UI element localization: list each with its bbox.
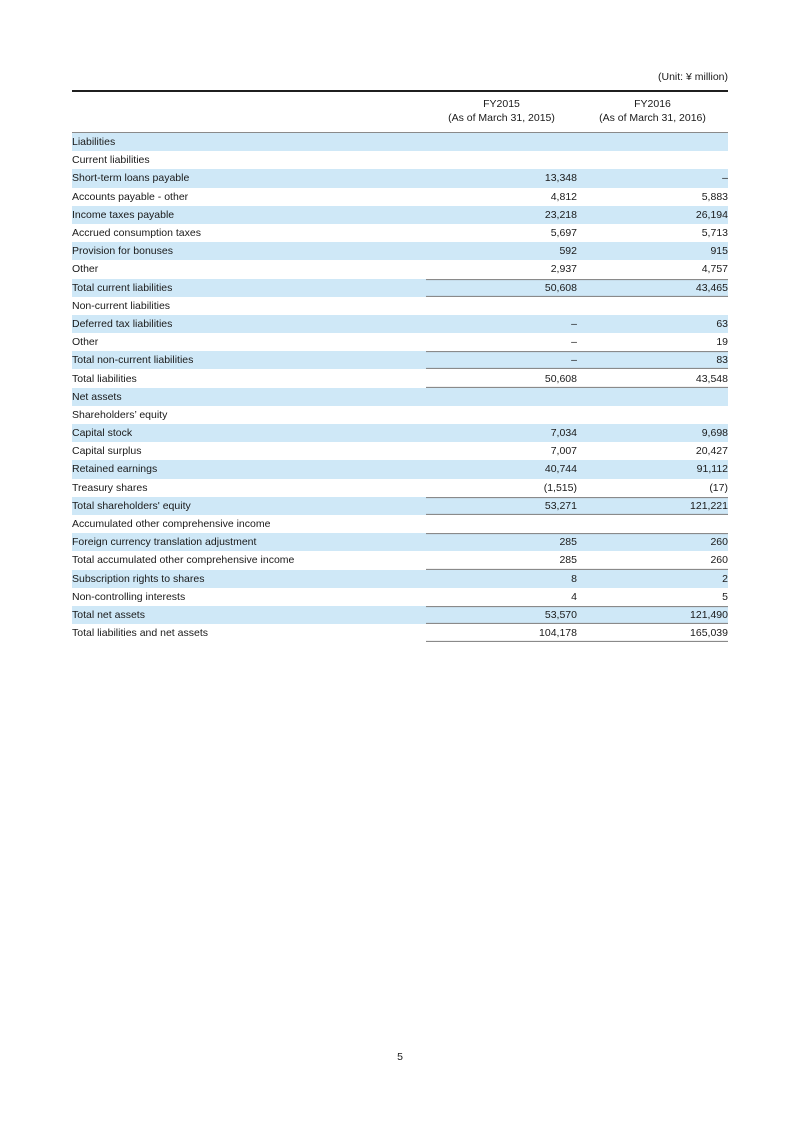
fy2016-as-of-date: (As of March 31, 2016)	[599, 111, 706, 124]
row-value-fy2015: 50,608	[426, 279, 577, 297]
row-value-fy2016: 260	[577, 533, 728, 551]
row-value-fy2016	[577, 388, 728, 406]
table-header	[72, 91, 728, 133]
row-value-fy2016: 121,221	[577, 497, 728, 515]
row-value-fy2015	[426, 515, 577, 533]
row-value-fy2015: 104,178	[426, 624, 577, 642]
table-row	[72, 369, 728, 387]
row-value-fy2016: 2	[577, 570, 728, 588]
row-value-fy2015: 8	[426, 570, 577, 588]
fy2016-label: FY2016	[634, 98, 671, 110]
row-value-fy2015: 23,218	[426, 206, 577, 224]
table-row	[72, 315, 728, 333]
row-value-fy2016: 9,698	[577, 424, 728, 442]
row-value-fy2016: 63	[577, 315, 728, 333]
table-row	[72, 279, 728, 297]
row-value-fy2016	[577, 515, 728, 533]
row-value-fy2015: –	[426, 315, 577, 333]
row-label: Accrued consumption taxes	[72, 224, 426, 242]
table-row	[72, 206, 728, 224]
column-header-label	[72, 91, 426, 132]
row-value-fy2015: 40,744	[426, 460, 577, 478]
row-label: Treasury shares	[72, 479, 426, 497]
table-row	[72, 497, 728, 515]
row-value-fy2016	[577, 297, 728, 315]
row-label: Total liabilities	[72, 369, 426, 387]
row-value-fy2016: (17)	[577, 479, 728, 497]
row-value-fy2015: –	[426, 351, 577, 369]
row-value-fy2015: 5,697	[426, 224, 577, 242]
fy2015-label: FY2015	[483, 98, 520, 110]
table-row	[72, 224, 728, 242]
row-label: Total accumulated other comprehensive income	[72, 551, 426, 569]
row-label: Other	[72, 333, 426, 351]
row-value-fy2015: 2,937	[426, 260, 577, 278]
table-row	[72, 242, 728, 260]
row-label: Provision for bonuses	[72, 242, 426, 260]
table-body	[72, 133, 728, 643]
row-value-fy2016: 91,112	[577, 460, 728, 478]
row-label: Total non-current liabilities	[72, 351, 426, 369]
row-value-fy2016	[577, 151, 728, 169]
balance-sheet-table	[72, 90, 728, 642]
table-row	[72, 570, 728, 588]
table-row	[72, 460, 728, 478]
row-value-fy2016: 5	[577, 588, 728, 606]
row-label: Capital stock	[72, 424, 426, 442]
table-row	[72, 551, 728, 569]
table-row	[72, 424, 728, 442]
row-value-fy2015	[426, 388, 577, 406]
row-value-fy2016: 4,757	[577, 260, 728, 278]
row-value-fy2016: 5,713	[577, 224, 728, 242]
unit-note: (Unit: ¥ million)	[657, 71, 728, 83]
table-row	[72, 533, 728, 551]
table-row	[72, 588, 728, 606]
row-value-fy2015: 7,034	[426, 424, 577, 442]
row-value-fy2015: 592	[426, 242, 577, 260]
table-row	[72, 169, 728, 187]
table-row	[72, 515, 728, 533]
row-label: Foreign currency translation adjustment	[72, 533, 426, 551]
row-value-fy2015: 4	[426, 588, 577, 606]
row-value-fy2015: 13,348	[426, 169, 577, 187]
table-row	[72, 260, 728, 278]
column-header-fy2015	[426, 91, 577, 132]
row-value-fy2016: 43,465	[577, 279, 728, 297]
row-value-fy2015	[426, 297, 577, 315]
row-value-fy2016	[577, 406, 728, 424]
table-row	[72, 351, 728, 369]
table-row	[72, 388, 728, 406]
row-label: Total current liabilities	[72, 279, 426, 297]
row-label: Non-controlling interests	[72, 588, 426, 606]
row-value-fy2016: 20,427	[577, 442, 728, 460]
column-header-fy2016	[577, 91, 728, 132]
table-row	[72, 297, 728, 315]
row-value-fy2016: 26,194	[577, 206, 728, 224]
table-row	[72, 606, 728, 624]
row-value-fy2015: 285	[426, 551, 577, 569]
row-value-fy2015	[426, 151, 577, 169]
row-value-fy2016: 83	[577, 351, 728, 369]
row-label: Non-current liabilities	[72, 297, 426, 315]
row-value-fy2015: 7,007	[426, 442, 577, 460]
row-label: Other	[72, 260, 426, 278]
table-row	[72, 133, 728, 152]
row-label: Subscription rights to shares	[72, 570, 426, 588]
fy2015-as-of-date: (As of March 31, 2015)	[448, 111, 555, 124]
row-label: Retained earnings	[72, 460, 426, 478]
row-label: Net assets	[72, 388, 426, 406]
row-value-fy2015: 53,570	[426, 606, 577, 624]
row-label: Deferred tax liabilities	[72, 315, 426, 333]
row-label: Total net assets	[72, 606, 426, 624]
row-label: Total liabilities and net assets	[72, 624, 426, 642]
page-number: 5	[397, 1051, 403, 1063]
table-row	[72, 624, 728, 642]
row-value-fy2015: 285	[426, 533, 577, 551]
row-label: Accounts payable - other	[72, 188, 426, 206]
row-value-fy2016: 121,490	[577, 606, 728, 624]
row-value-fy2016: 165,039	[577, 624, 728, 642]
row-label: Income taxes payable	[72, 206, 426, 224]
row-value-fy2015: 53,271	[426, 497, 577, 515]
row-value-fy2016	[577, 133, 728, 152]
table-row	[72, 188, 728, 206]
row-value-fy2015	[426, 406, 577, 424]
row-value-fy2016: 260	[577, 551, 728, 569]
table-row	[72, 442, 728, 460]
row-label: Accumulated other comprehensive income	[72, 515, 426, 533]
row-label: Shareholders’ equity	[72, 406, 426, 424]
row-value-fy2015: (1,515)	[426, 479, 577, 497]
row-label: Total shareholders' equity	[72, 497, 426, 515]
row-value-fy2015	[426, 133, 577, 152]
row-value-fy2016: 5,883	[577, 188, 728, 206]
row-value-fy2015: 4,812	[426, 188, 577, 206]
table-row	[72, 151, 728, 169]
row-label: Short-term loans payable	[72, 169, 426, 187]
row-value-fy2016: –	[577, 169, 728, 187]
row-value-fy2016: 43,548	[577, 369, 728, 387]
row-value-fy2016: 19	[577, 333, 728, 351]
row-value-fy2015: 50,608	[426, 369, 577, 387]
table-row	[72, 333, 728, 351]
row-value-fy2015: –	[426, 333, 577, 351]
row-label: Liabilities	[72, 133, 426, 152]
row-value-fy2016: 915	[577, 242, 728, 260]
row-label: Capital surplus	[72, 442, 426, 460]
row-label: Current liabilities	[72, 151, 426, 169]
table-row	[72, 479, 728, 497]
table-row	[72, 406, 728, 424]
